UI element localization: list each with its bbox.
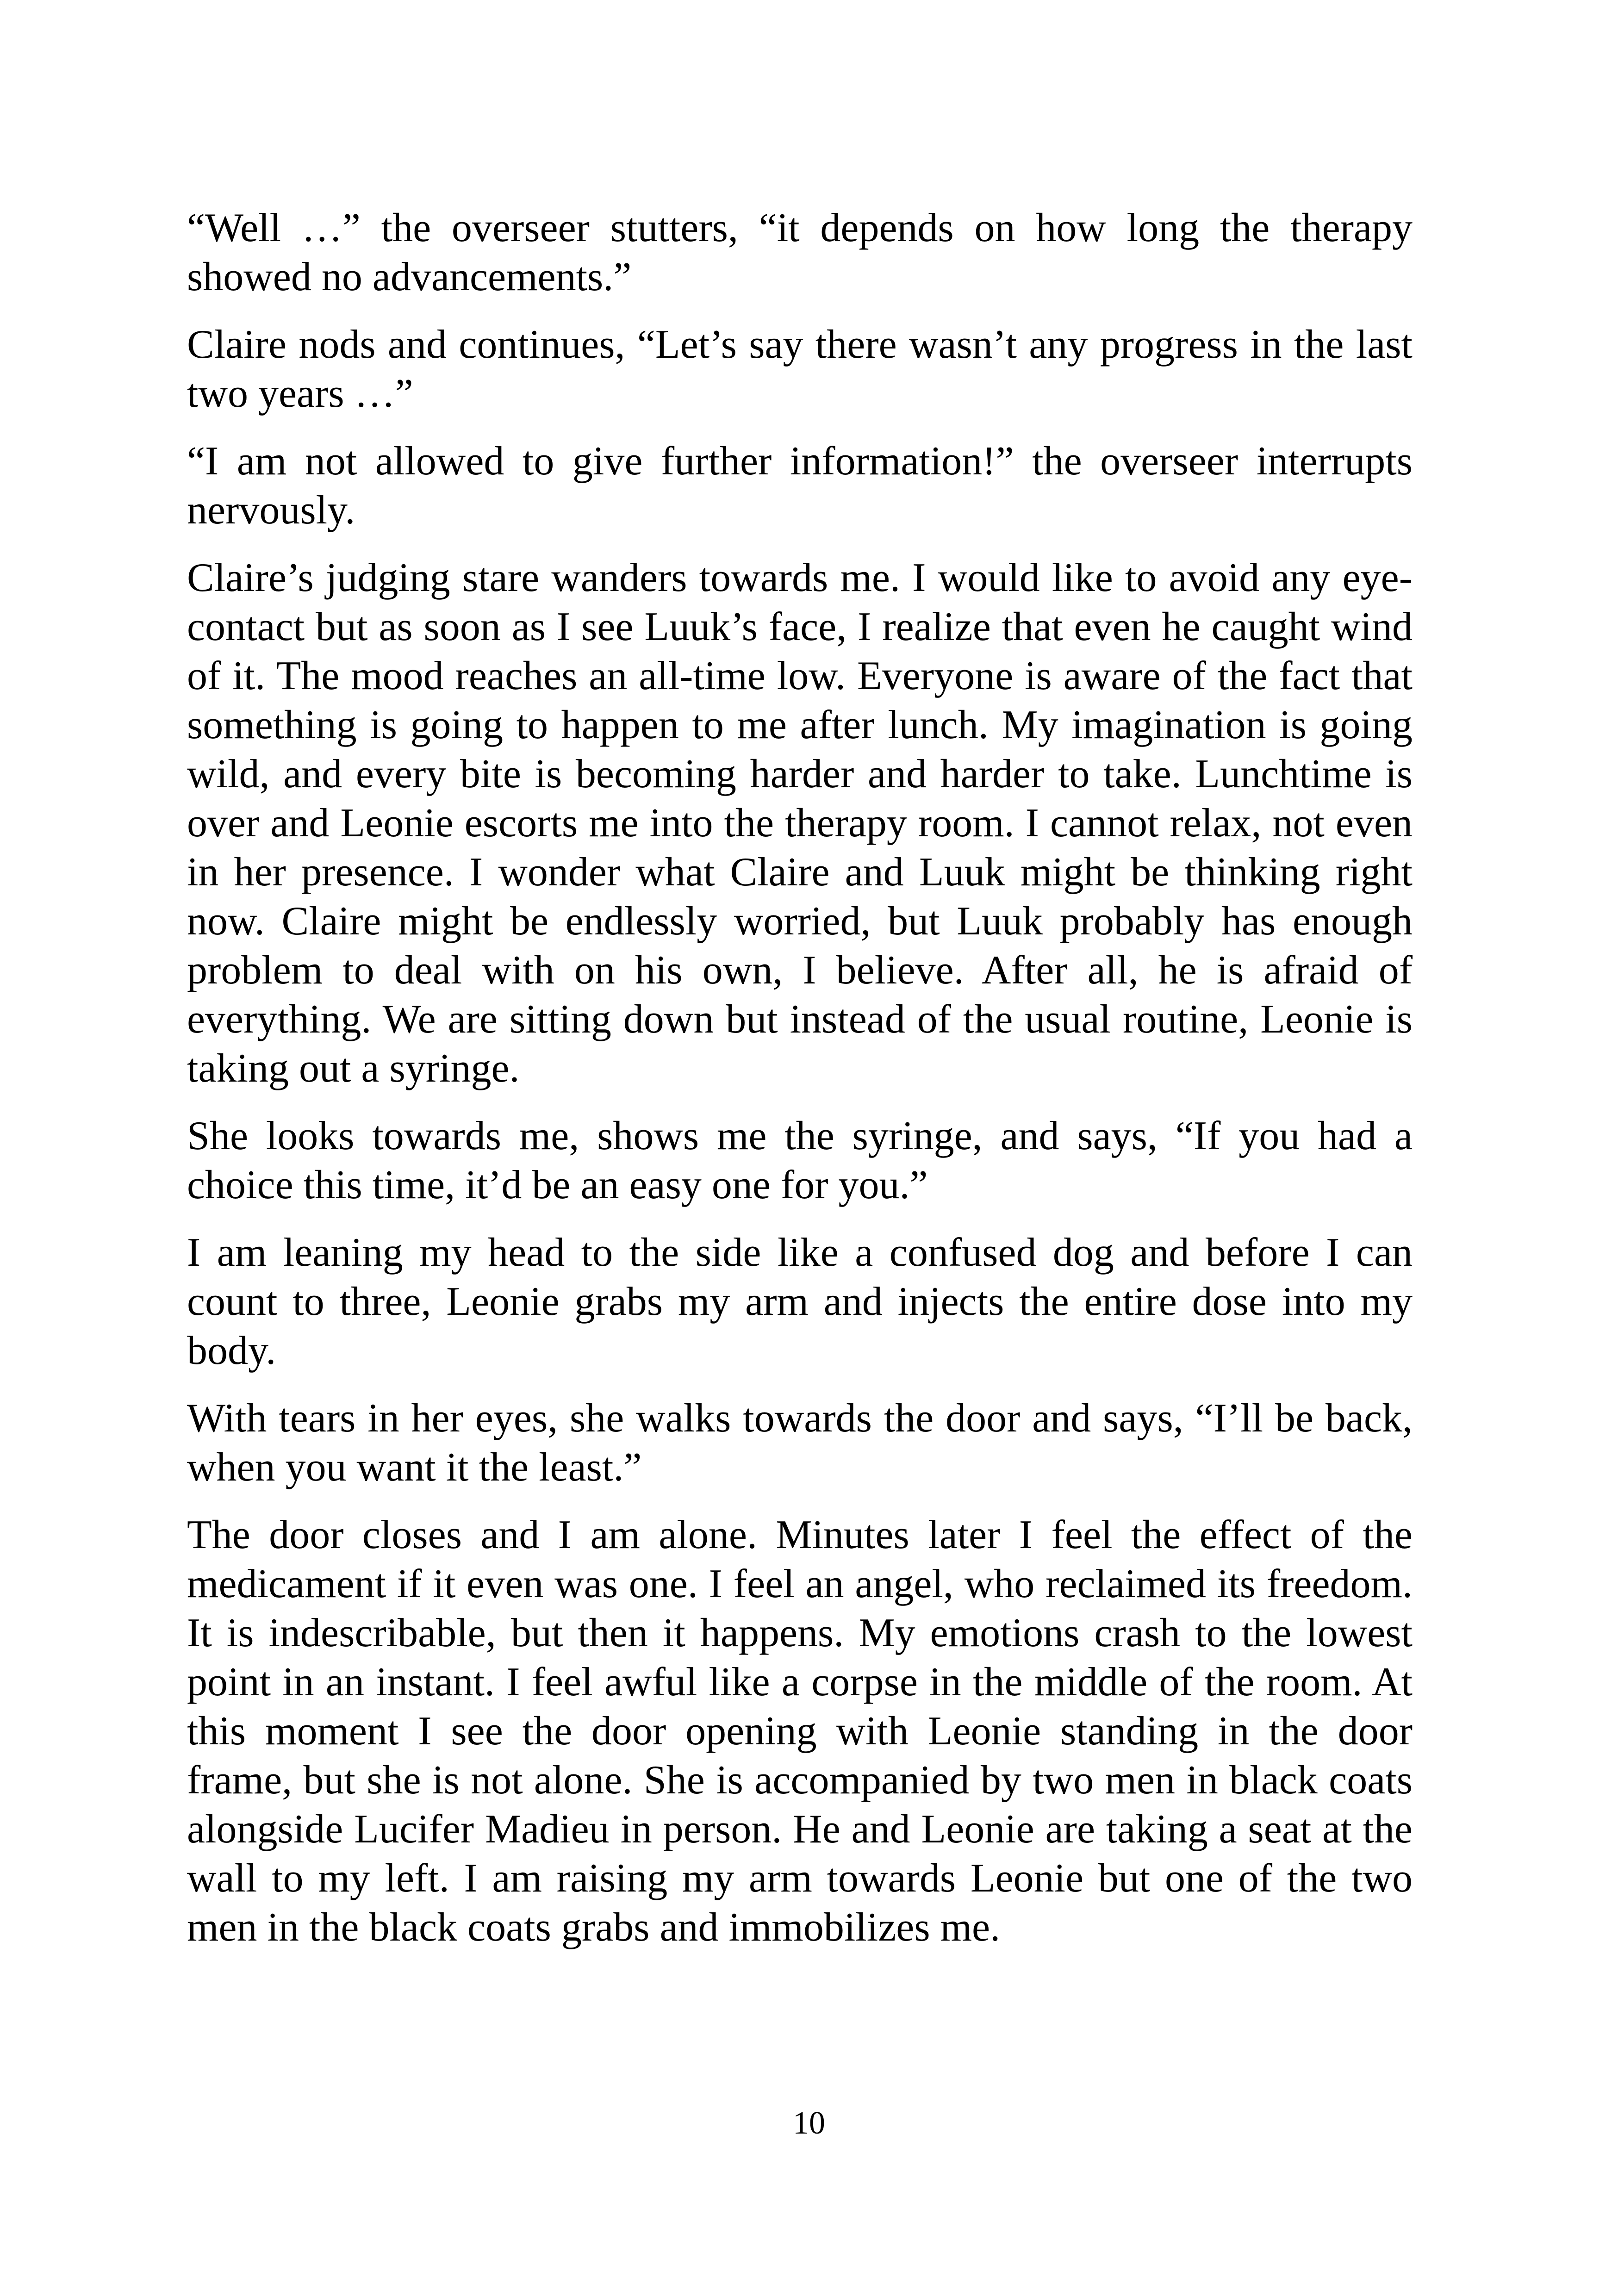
paragraph-7: With tears in her eyes, she walks towards the door and says, “I’ll be back, when you want it the least.” (187, 1396, 1413, 1490)
paragraph-3: “I am not allowed to give further information!” the overseer interrupts nervously. (187, 439, 1413, 533)
paragraph-5: She looks towards me, shows me the syringe, and says, “If you had a choice this time, it’d be an easy one for you.” (187, 1114, 1413, 1207)
page-number: 10 (793, 2105, 825, 2141)
paragraph-4: Claire’s judging stare wanders towards me. I would like to avoid any eye-contact but as soon as I see Luuk’s face, I realize that even he caught wind of it. The mood reaches an all-time low. Everyone is aware of the fact that something is going to happen to me after lunch. My imagination is going wild, and every bite is becoming harder and harder to take. Lunchtime is over and Leonie escorts me into the therapy room. I cannot relax, not even in her presence. I wonder what Claire and Luuk might be thinking right now. Claire might be endlessly worried, but Luuk probably has enough problem to deal with on his own, I believe. After all, he is afraid of everything. We are sitting down but instead of the usual routine, Leonie is taking out a syringe. (187, 555, 1413, 1091)
paragraph-8: The door closes and I am alone. Minutes later I feel the effect of the medicament if it even was one. I feel an angel, who reclaimed its freedom. It is indescribable, but then it happens. My emotions crash to the lowest point in an instant. I feel awful like a corpse in the middle of the room. At this moment I see the door opening with Leonie standing in the door frame, but she is not alone. She is accompanied by two men in black coats alongside Lucifer Madieu in person. He and Leonie are taking a seat at the wall to my left. I am raising my arm towards Leonie but one of the two men in the black coats grabs and immobilizes me. (187, 1512, 1413, 1950)
paragraph-6: I am leaning my head to the side like a confused dog and before I can count to three, Leonie grabs my arm and injects the entire dose into my body. (187, 1230, 1413, 1373)
paragraph-2: Claire nods and continues, “Let’s say there wasn’t any progress in the last two years …” (187, 322, 1413, 416)
body-text (187, 204, 1413, 1971)
paragraph-1: “Well …” the overseer stutters, “it depends on how long the therapy showed no advancements.” (187, 205, 1413, 299)
